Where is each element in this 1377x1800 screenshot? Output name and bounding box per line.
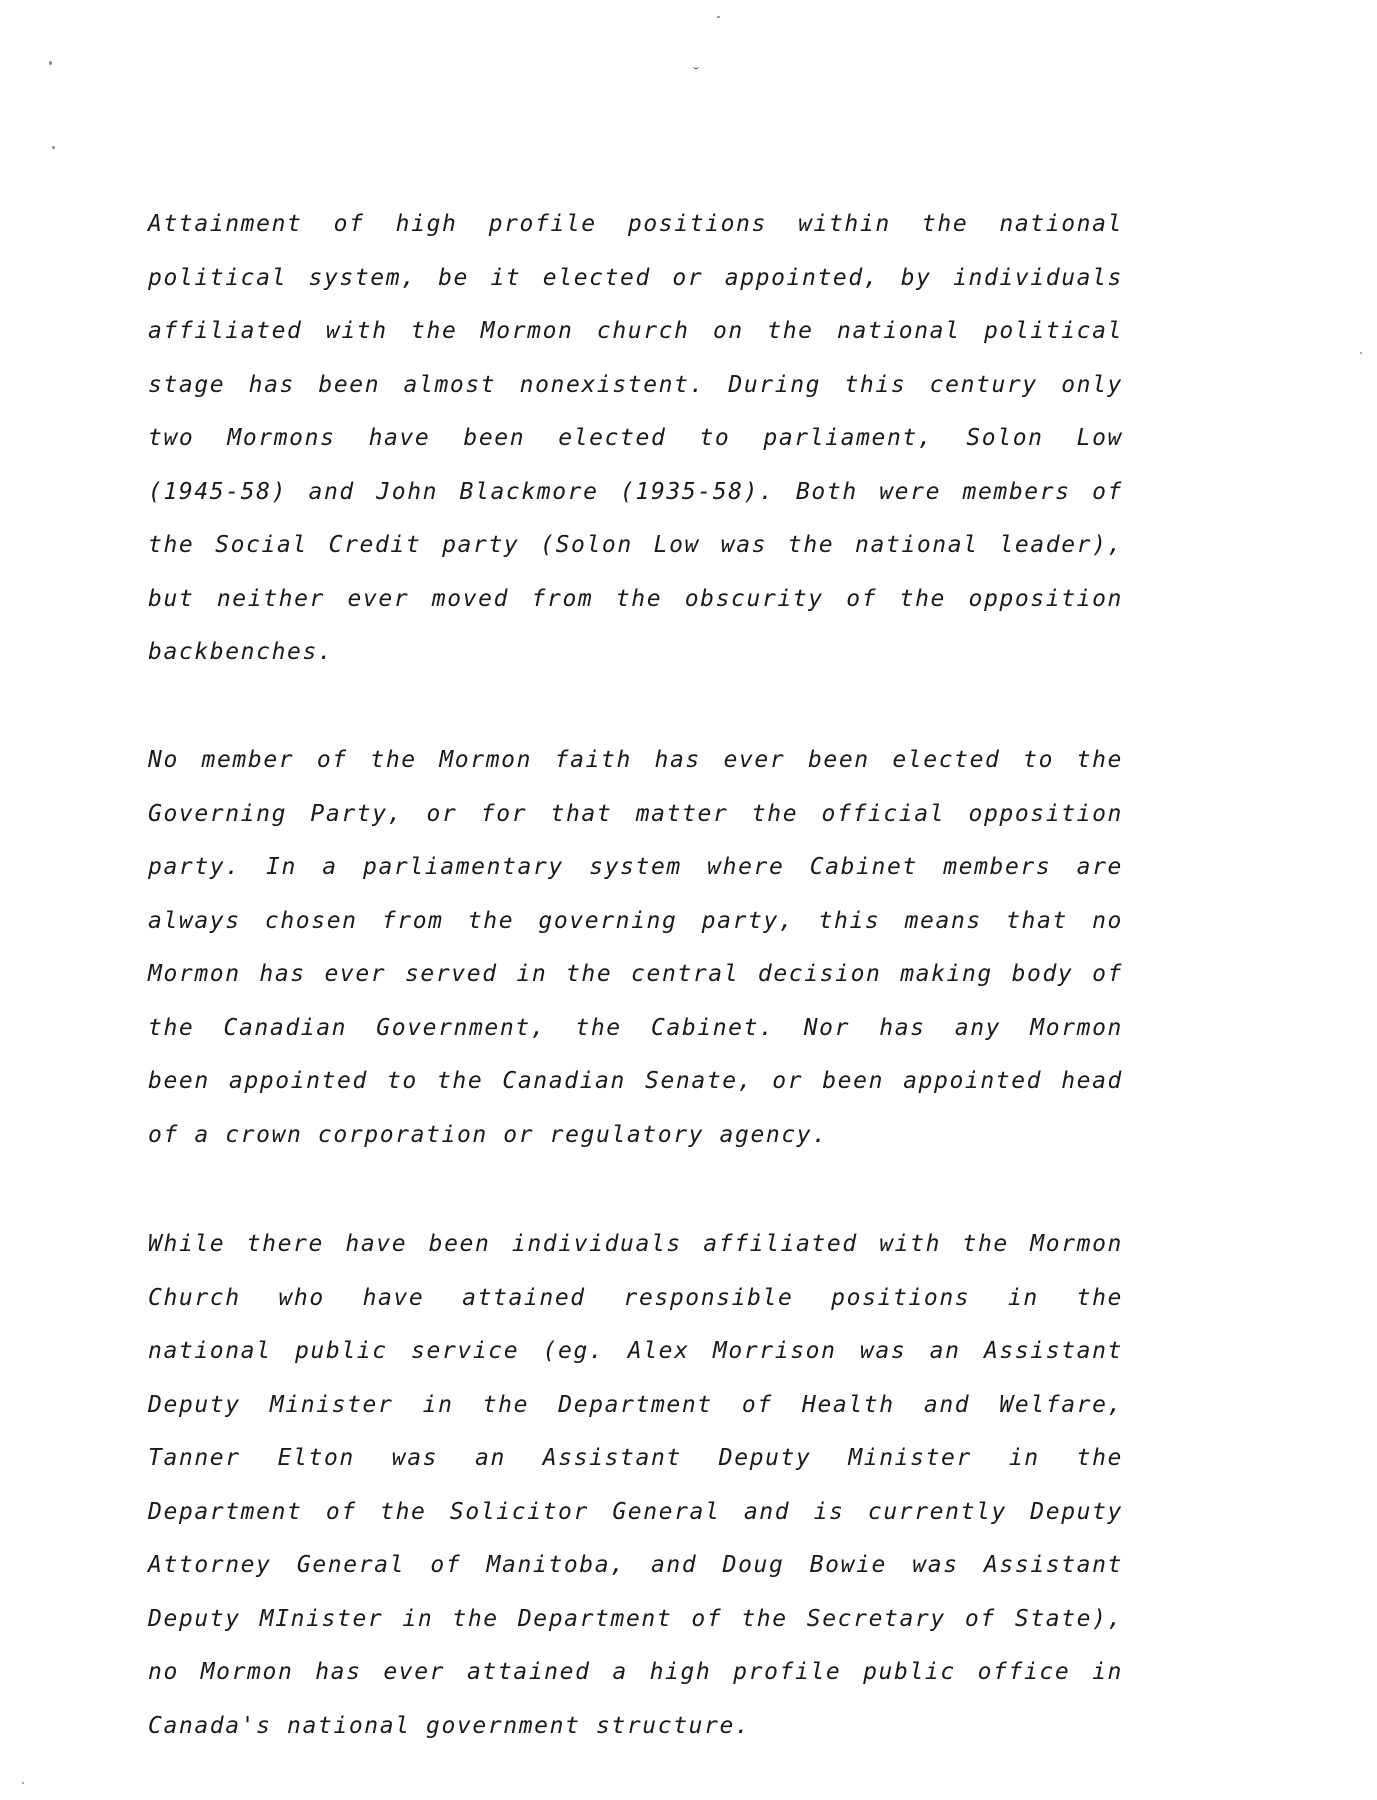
text-line: Canada's national government structure.: [148, 1712, 751, 1739]
text-line: Attorney General of Manitoba, and Doug Bowie was Assistant: [148, 1552, 1123, 1578]
text-line: No member of the Mormon faith has ever been elected to the: [148, 747, 1123, 773]
text-line: of a crown corporation or regulatory agency.: [148, 1121, 828, 1148]
text-line: stage has been almost nonexistent. During this century only: [148, 371, 1123, 398]
text-line: national public service (eg. Alex Morrison was an Assistant: [148, 1338, 1123, 1364]
text-line: party. In a parliamentary system where Cabinet members are: [148, 854, 1123, 880]
text-line: no Mormon has ever attained a high profile public office in: [148, 1659, 1123, 1685]
paragraph-1: [148, 198, 1123, 680]
text-line: been appointed to the Canadian Senate, or been appointed head: [148, 1068, 1123, 1094]
scan-speck: [22, 1782, 24, 1784]
scan-speck: [1360, 352, 1362, 354]
text-line: (1945-58) and John Blackmore (1935-58). Both were members of: [148, 478, 1123, 505]
text-line: but neither ever moved from the obscurity of the opposition: [148, 585, 1123, 612]
paragraph-2: [148, 734, 1123, 1162]
text-line: Deputy MInister in the Department of the Secretary of State),: [148, 1605, 1123, 1632]
text-line: Church who have attained responsible positions in the: [148, 1284, 1123, 1311]
scan-speck: [52, 146, 55, 149]
text-line: the Canadian Government, the Cabinet. Nor has any Mormon: [148, 1014, 1123, 1041]
text-line: Tanner Elton was an Assistant Deputy Minister in the: [148, 1445, 1123, 1471]
text-line: Mormon has ever served in the central decision making body of: [148, 961, 1123, 987]
scan-speck: [693, 64, 699, 69]
text-line: the Social Credit party (Solon Low was the national leader),: [148, 532, 1123, 558]
text-line: two Mormons have been elected to parliament, Solon Low: [148, 425, 1123, 451]
text-line: Governing Party, or for that matter the official opposition: [148, 800, 1123, 827]
scan-speck: [49, 61, 52, 65]
text-line: political system, be it elected or appointed, by individuals: [148, 264, 1123, 291]
scan-speck: [717, 16, 720, 18]
text-line: affiliated with the Mormon church on the national political: [148, 318, 1123, 344]
paragraph-3: [148, 1218, 1123, 1753]
text-line: Attainment of high profile positions within the national: [148, 211, 1123, 237]
text-line: backbenches.: [148, 639, 334, 665]
text-line: While there have been individuals affiliated with the Mormon: [148, 1231, 1123, 1257]
text-line: Department of the Solicitor General and is currently Deputy: [148, 1498, 1123, 1525]
text-line: Deputy Minister in the Department of Health and Welfare,: [148, 1391, 1123, 1418]
text-line: always chosen from the governing party, this means that no: [148, 907, 1123, 934]
